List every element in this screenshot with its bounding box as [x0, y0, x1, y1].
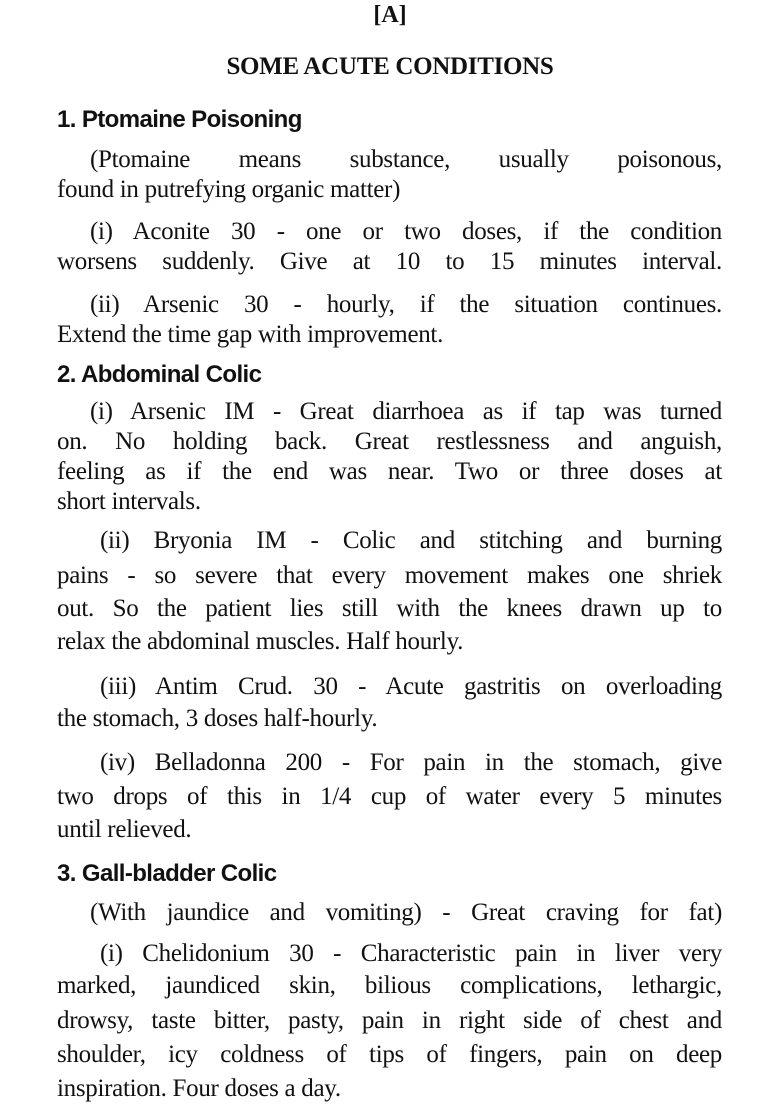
text-line: (i) Aconite 30 - one or two doses, if the condition	[90, 218, 722, 245]
text-line: feeling as if the end was near. Two or three doses at	[57, 458, 722, 485]
text-line: (iv) Belladonna 200 - For pain in the stomach, give	[100, 749, 722, 776]
text-line: (Ptomaine means substance, usually poisonous,	[90, 146, 722, 173]
text-line: Extend the time gap with improvement.	[57, 321, 444, 348]
text-line: on. No holding back. Great restlessness and anguish,	[57, 428, 722, 455]
section-heading: 3. Gall-bladder Colic	[57, 860, 277, 887]
text-line: out. So the patient lies still with the knees drawn up to	[57, 595, 722, 622]
text-line: inspiration. Four doses a day.	[57, 1075, 341, 1102]
text-line: (With jaundice and vomiting) - Great craving for fat)	[90, 899, 722, 926]
section-heading: 1. Ptomaine Poisoning	[57, 106, 302, 133]
text-line: shoulder, icy coldness of tips of fingers, pain on deep	[57, 1041, 722, 1068]
text-line: found in putrefying organic matter)	[57, 176, 401, 203]
text-line: (i) Arsenic IM - Great diarrhoea as if tap was turned	[90, 398, 722, 425]
text-line: pains - so severe that every movement makes one shriek	[57, 562, 722, 589]
text-line: until relieved.	[57, 816, 192, 843]
text-line: marked, jaundiced skin, bilious complications, lethargic,	[57, 972, 722, 999]
text-line: the stomach, 3 doses half-hourly.	[57, 705, 378, 732]
text-line: two drops of this in 1/4 cup of water every 5 minutes	[57, 783, 722, 810]
text-line: (ii) Arsenic 30 - hourly, if the situation continues.	[90, 291, 722, 318]
text-line: (i) Chelidonium 30 - Characteristic pain in liver very	[100, 940, 722, 967]
text-line: relax the abdominal muscles. Half hourly.	[57, 628, 464, 655]
page-title: SOME ACUTE CONDITIONS	[226, 53, 554, 80]
text-line: worsens suddenly. Give at 10 to 15 minutes interval.	[57, 248, 722, 275]
text-line: short intervals.	[57, 488, 201, 515]
text-line: (ii) Bryonia IM - Colic and stitching and burning	[100, 527, 722, 554]
text-line: drowsy, taste bitter, pasty, pain in right side of chest and	[57, 1007, 722, 1034]
section-heading: 2. Abdominal Colic	[57, 361, 262, 388]
page-label: [A]	[373, 2, 407, 28]
text-line: (iii) Antim Crud. 30 - Acute gastritis on overloading	[100, 673, 722, 700]
